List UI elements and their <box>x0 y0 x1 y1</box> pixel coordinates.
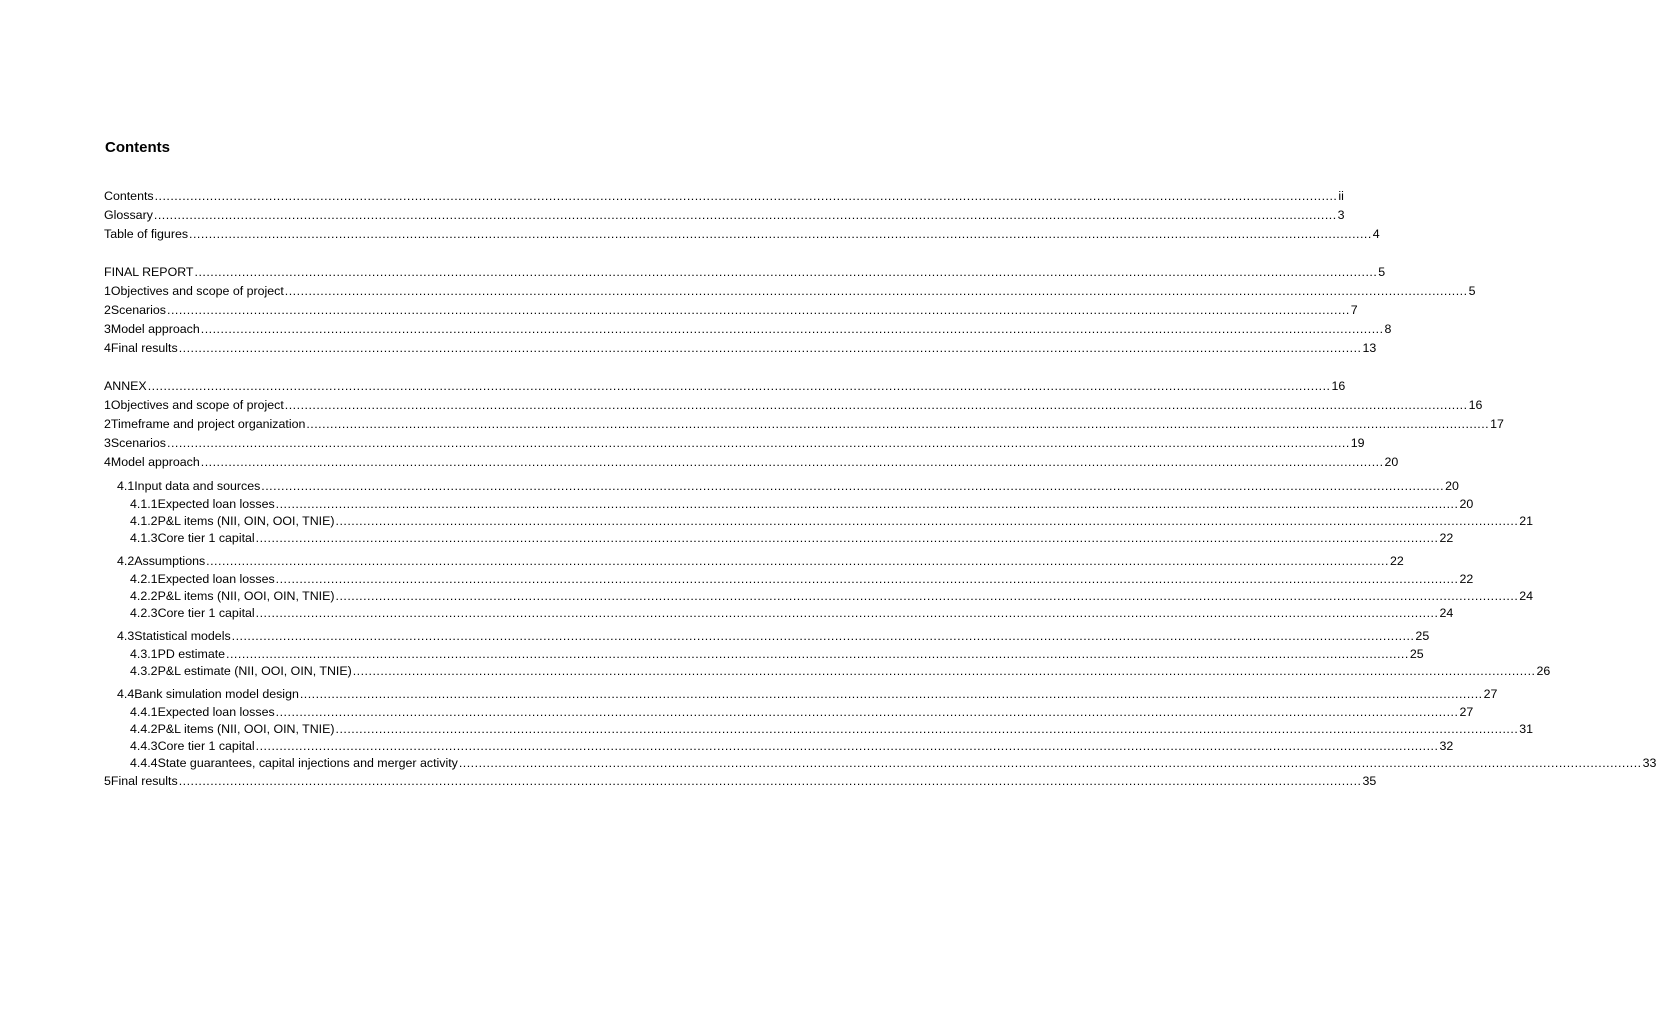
toc-entry-title: P&L items (NII, OIN, OOI, TNIE) <box>157 514 335 528</box>
toc-entry-page: 17 <box>1490 417 1504 431</box>
toc-entry-title: Core tier 1 capital <box>157 606 255 620</box>
toc-dot-leader: ............................................................................................................................................................................................................................................................................................................ <box>189 227 1372 241</box>
toc-entry-page: 13 <box>1362 341 1377 355</box>
toc-entry-page: 20 <box>1384 455 1399 469</box>
toc-entry-title: Scenarios <box>110 303 167 317</box>
toc-entry-page: 26 <box>1536 664 1551 678</box>
toc-dot-leader: ............................................................................................................................................................................................................................................................................................................ <box>147 379 1331 393</box>
toc-dot-leader: ............................................................................................................................................................................................................................................................................................................ <box>335 589 1519 603</box>
toc-entry-number: 4.4.4 <box>130 756 158 770</box>
toc-entry-page: ii <box>1338 189 1344 203</box>
toc-entry[interactable] <box>104 685 1498 704</box>
toc-entry-title: Final results <box>110 341 178 355</box>
toc-entry-page: 5 <box>1468 284 1476 298</box>
toc-dot-leader: ............................................................................................................................................................................................................................................................................................................ <box>458 756 1642 770</box>
toc-entry-page: 32 <box>1439 739 1454 753</box>
toc-dot-leader: ............................................................................................................................................................................................................................................................................................................ <box>284 398 1468 412</box>
toc-entry[interactable] <box>104 339 1377 358</box>
toc-entry-title: Statistical models <box>134 629 231 643</box>
toc-entry-title: Scenarios <box>110 436 167 450</box>
toc-entry-title: Input data and sources <box>134 479 261 493</box>
toc-entry-number: 2 <box>104 417 111 431</box>
toc-entry[interactable] <box>104 530 1454 547</box>
toc-dot-leader: ............................................................................................................................................................................................................................................................................................................ <box>226 647 1409 661</box>
toc-dot-leader: ............................................................................................................................................................................................................................................................................................................ <box>200 322 1384 336</box>
toc-spacer <box>104 358 626 377</box>
toc-entry-title: Expected loan losses <box>157 705 275 719</box>
toc-entry-number: 4.3 <box>117 629 135 643</box>
toc-entry-title: Table of figures <box>104 227 189 241</box>
contents-heading: Contents <box>105 139 170 156</box>
toc-entry-title: ANNEX <box>104 379 147 393</box>
toc-entry-page: 20 <box>1445 479 1459 493</box>
toc-dot-leader: ............................................................................................................................................................................................................................................................................................................ <box>231 629 1415 643</box>
toc-entry[interactable] <box>104 755 1656 772</box>
toc-dot-leader: ............................................................................................................................................................................................................................................................................................................ <box>275 497 1459 511</box>
toc-dot-leader: ............................................................................................................................................................................................................................................................................................................ <box>306 417 1490 431</box>
toc-entry[interactable] <box>104 513 1534 530</box>
toc-entry-title: FINAL REPORT <box>104 265 194 279</box>
toc-dot-leader: ............................................................................................................................................................................................................................................................................................................ <box>255 606 1439 620</box>
toc-entry[interactable] <box>104 721 1534 738</box>
toc-entry-number: 4.4.3 <box>130 739 158 753</box>
toc-dot-leader: ............................................................................................................................................................................................................................................................................................................ <box>154 189 1338 203</box>
toc-entry-page: 31 <box>1519 722 1534 736</box>
toc-entry-number: 4.2 <box>117 554 135 568</box>
toc-entry[interactable] <box>104 552 1404 571</box>
toc-entry[interactable] <box>104 263 1386 282</box>
toc-entry[interactable] <box>104 646 1424 663</box>
toc-entry-number: 4.2.1 <box>130 572 158 586</box>
toc-entry-title: Expected loan losses <box>157 497 275 511</box>
toc-entry[interactable] <box>104 772 1377 791</box>
toc-entry-number: 4.2.2 <box>130 589 158 603</box>
toc-entry-page: 33 <box>1642 756 1656 770</box>
toc-entry-page: 27 <box>1459 705 1474 719</box>
toc-entry[interactable] <box>104 453 1399 472</box>
toc-entry-page: 8 <box>1384 322 1392 336</box>
toc-entry-page: 7 <box>1350 303 1358 317</box>
toc-entry-page: 20 <box>1459 497 1474 511</box>
toc-dot-leader: ............................................................................................................................................................................................................................................................................................................ <box>261 479 1445 493</box>
toc-entry-number: 4.1.3 <box>130 531 158 545</box>
toc-entry-number: 3 <box>104 322 111 336</box>
toc-entry-number: 4.4 <box>117 687 135 701</box>
toc-entry-title: Glossary <box>104 208 153 222</box>
toc-entry[interactable] <box>104 225 1380 244</box>
toc-dot-leader: ............................................................................................................................................................................................................................................................................................................ <box>153 208 1337 222</box>
toc-entry-number: 4.3.1 <box>130 647 158 661</box>
toc-entry-title: Timeframe and project organization <box>110 417 306 431</box>
toc-entry-title: Bank simulation model design <box>134 687 299 701</box>
toc-spacer <box>104 244 626 263</box>
toc-entry-title: Model approach <box>110 322 200 336</box>
toc-dot-leader: ............................................................................................................................................................................................................................................................................................................ <box>352 664 1536 678</box>
toc-entry[interactable] <box>104 282 1476 301</box>
toc-entry-page: 24 <box>1519 589 1534 603</box>
toc-entry-page: 5 <box>1378 265 1386 279</box>
toc-dot-leader: ............................................................................................................................................................................................................................................................................................................ <box>275 705 1459 719</box>
toc-entry-number: 1 <box>104 398 111 412</box>
toc-entry-page: 22 <box>1389 554 1404 568</box>
toc-entry-title: P&L estimate (NII, OOI, OIN, TNIE) <box>157 664 352 678</box>
toc-entry-page: 19 <box>1350 436 1365 450</box>
toc-dot-leader: ............................................................................................................................................................................................................................................................................................................ <box>194 265 1378 279</box>
toc-entry-title: Objectives and scope of project <box>110 284 284 298</box>
toc-entry-title: Assumptions <box>134 554 206 568</box>
toc-entry-page: 24 <box>1439 606 1454 620</box>
toc-entry-title: P&L items (NII, OOI, OIN, TNIE) <box>157 722 335 736</box>
toc-entry-title: P&L items (NII, OOI, OIN, TNIE) <box>157 589 335 603</box>
toc-entry[interactable] <box>104 605 1454 622</box>
toc-entry-number: 4.2.3 <box>130 606 158 620</box>
toc-entry-title: Core tier 1 capital <box>157 739 255 753</box>
toc-entry-page: 25 <box>1409 647 1424 661</box>
toc-entry-page: 22 <box>1459 572 1474 586</box>
toc-entry-page: 16 <box>1331 379 1346 393</box>
toc-entry-number: 4.4.2 <box>130 722 158 736</box>
toc-entry[interactable] <box>104 187 1344 206</box>
toc-entry[interactable] <box>104 571 1474 588</box>
toc-entry-page: 35 <box>1362 774 1377 788</box>
toc-entry[interactable] <box>104 738 1454 755</box>
toc-entry[interactable] <box>104 704 1474 721</box>
toc-entry-page: 16 <box>1468 398 1483 412</box>
toc-entry-title: PD estimate <box>157 647 226 661</box>
toc-entry-number: 4.4.1 <box>130 705 158 719</box>
toc-dot-leader: ............................................................................................................................................................................................................................................................................................................ <box>335 722 1519 736</box>
toc-dot-leader: ............................................................................................................................................................................................................................................................................................................ <box>255 739 1439 753</box>
toc-entry-page: 25 <box>1415 629 1430 643</box>
toc-entry-page: 21 <box>1519 514 1534 528</box>
toc-entry-number: 2 <box>104 303 111 317</box>
toc-entry[interactable] <box>104 434 1365 453</box>
toc-entry-number: 4.1.2 <box>130 514 158 528</box>
toc-entry[interactable] <box>104 627 1430 646</box>
toc-entry[interactable] <box>104 301 1358 320</box>
toc-dot-leader: ............................................................................................................................................................................................................................................................................................................ <box>255 531 1439 545</box>
toc-entry-page: 4 <box>1372 227 1380 241</box>
toc-dot-leader: ............................................................................................................................................................................................................................................................................................................ <box>167 303 1350 317</box>
table-of-contents <box>104 187 1656 791</box>
toc-dot-leader: ............................................................................................................................................................................................................................................................................................................ <box>200 455 1384 469</box>
toc-entry-title: Core tier 1 capital <box>157 531 255 545</box>
toc-entry[interactable] <box>104 477 1459 496</box>
toc-entry-title: Expected loan losses <box>157 572 275 586</box>
toc-dot-leader: ............................................................................................................................................................................................................................................................................................................ <box>275 572 1459 586</box>
toc-entry-page: 27 <box>1483 687 1498 701</box>
toc-dot-leader: ............................................................................................................................................................................................................................................................................................................ <box>167 436 1350 450</box>
toc-entry[interactable] <box>104 396 1483 415</box>
toc-entry[interactable] <box>104 588 1534 605</box>
toc-entry-number: 3 <box>104 436 111 450</box>
toc-entry-number: 4.3.2 <box>130 664 158 678</box>
toc-entry[interactable] <box>104 496 1474 513</box>
toc-entry-number: 1 <box>104 284 111 298</box>
toc-entry-number: 4.1 <box>117 479 135 493</box>
toc-entry[interactable] <box>104 320 1392 339</box>
toc-dot-leader: ............................................................................................................................................................................................................................................................................................................ <box>284 284 1468 298</box>
toc-dot-leader: ............................................................................................................................................................................................................................................................................................................ <box>178 341 1362 355</box>
toc-entry[interactable] <box>104 206 1345 225</box>
toc-entry-page: 3 <box>1337 208 1345 222</box>
toc-dot-leader: ............................................................................................................................................................................................................................................................................................................ <box>299 687 1483 701</box>
toc-dot-leader: ............................................................................................................................................................................................................................................................................................................ <box>335 514 1519 528</box>
toc-entry-number: 4 <box>104 341 111 355</box>
toc-entry-title: Objectives and scope of project <box>110 398 284 412</box>
toc-entry-title: Contents <box>104 189 154 203</box>
toc-entry[interactable] <box>104 663 1551 680</box>
toc-entry-title: Model approach <box>110 455 200 469</box>
toc-dot-leader: ............................................................................................................................................................................................................................................................................................................ <box>178 774 1362 788</box>
toc-entry[interactable] <box>104 377 1346 396</box>
toc-entry-number: 4.1.1 <box>130 497 158 511</box>
toc-entry-page: 22 <box>1439 531 1454 545</box>
toc-entry-title: State guarantees, capital injections and merger activity <box>157 756 458 770</box>
toc-entry-number: 4 <box>104 455 111 469</box>
toc-entry[interactable] <box>104 415 1504 434</box>
toc-dot-leader: ............................................................................................................................................................................................................................................................................................................ <box>206 554 1389 568</box>
toc-entry-number: 5 <box>104 774 111 788</box>
toc-entry-title: Final results <box>110 774 178 788</box>
